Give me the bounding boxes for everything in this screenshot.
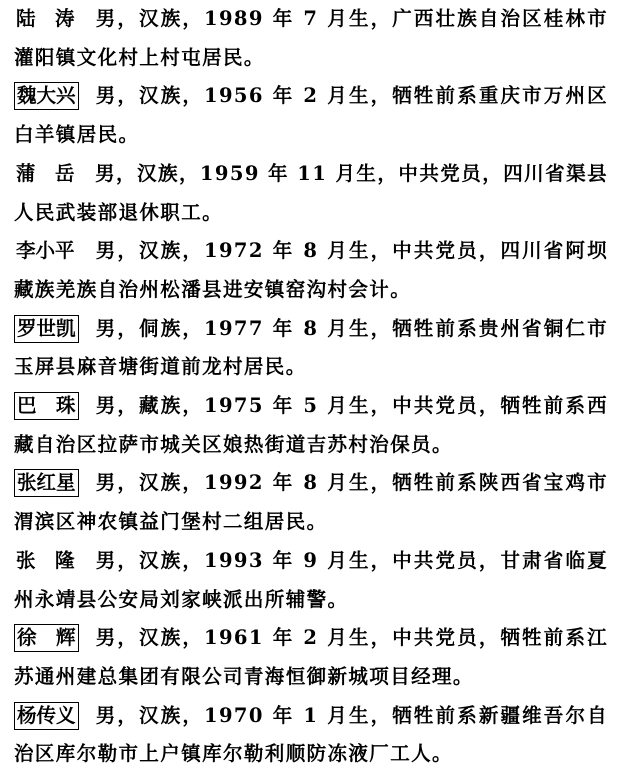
person-name: 徐 辉	[14, 619, 95, 658]
entry-ba-zhu	[14, 387, 608, 464]
person-name: 巴 珠	[14, 387, 95, 426]
entry-luo-shikai	[14, 310, 608, 387]
person-description: 男，汉族，1956 年 2 月生，牺牲前系重庆市万州区白羊镇居民。	[14, 84, 608, 147]
person-description: 男，汉族，1993 年 9 月生，中共党员，甘肃省临夏州永靖县公安局刘家峡派出所辅警。	[14, 548, 608, 611]
entry-wei-daxing	[14, 77, 608, 154]
person-name: 陆 涛	[16, 7, 75, 30]
person-description: 男，汉族，1970 年 1 月生，牺牲前系新疆维吾尔自治区库尔勒市上户镇库尔勒利顺防冻液厂工人。	[14, 703, 608, 766]
person-description: 男，汉族，1992 年 8 月生，牺牲前系陕西省宝鸡市渭滨区神农镇益门堡村二组居民。	[14, 471, 608, 534]
person-description: 男，汉族，1959 年 11 月生，中共党员，四川省渠县人民武装部退休职工。	[14, 161, 608, 224]
entry-li-xiaoping	[14, 232, 608, 309]
person-name: 杨传义	[14, 697, 95, 736]
person-description: 男，侗族，1977 年 8 月生，牺牲前系贵州省铜仁市玉屏县麻音塘街道前龙村居民。	[14, 316, 608, 379]
entry-xu-hui	[14, 619, 608, 696]
person-name: 魏大兴	[14, 77, 95, 116]
person-name: 蒲 岳	[16, 161, 75, 185]
entry-yang-chuanyi	[14, 697, 608, 774]
person-name: 张红星	[14, 464, 95, 503]
person-name: 张 隆	[16, 548, 75, 572]
entry-zhang-long	[14, 542, 608, 619]
person-description: 男，汉族，1972 年 8 月生，中共党员，四川省阿坝藏族羌族自治州松潘县进安镇窑沟村会计。	[14, 239, 608, 301]
person-name: 李小平	[16, 239, 75, 263]
person-description: 男，藏族，1975 年 5 月生，中共党员，牺牲前系西藏自治区拉萨市城关区娘热街道吉苏村治保员。	[14, 394, 608, 456]
entry-zhang-hongxing	[14, 464, 608, 541]
person-description: 男，汉族，1961 年 2 月生，中共党员，牺牲前系江苏通州建总集团有限公司青海恒御新城项目经理。	[14, 626, 608, 688]
entry-lu-tao	[14, 0, 608, 77]
person-name: 罗世凯	[14, 310, 95, 349]
entry-pu-yue	[14, 155, 608, 232]
person-description: 男，汉族，1989 年 7 月生，广西壮族自治区桂林市灌阳镇文化村上村屯居民。	[14, 7, 608, 69]
